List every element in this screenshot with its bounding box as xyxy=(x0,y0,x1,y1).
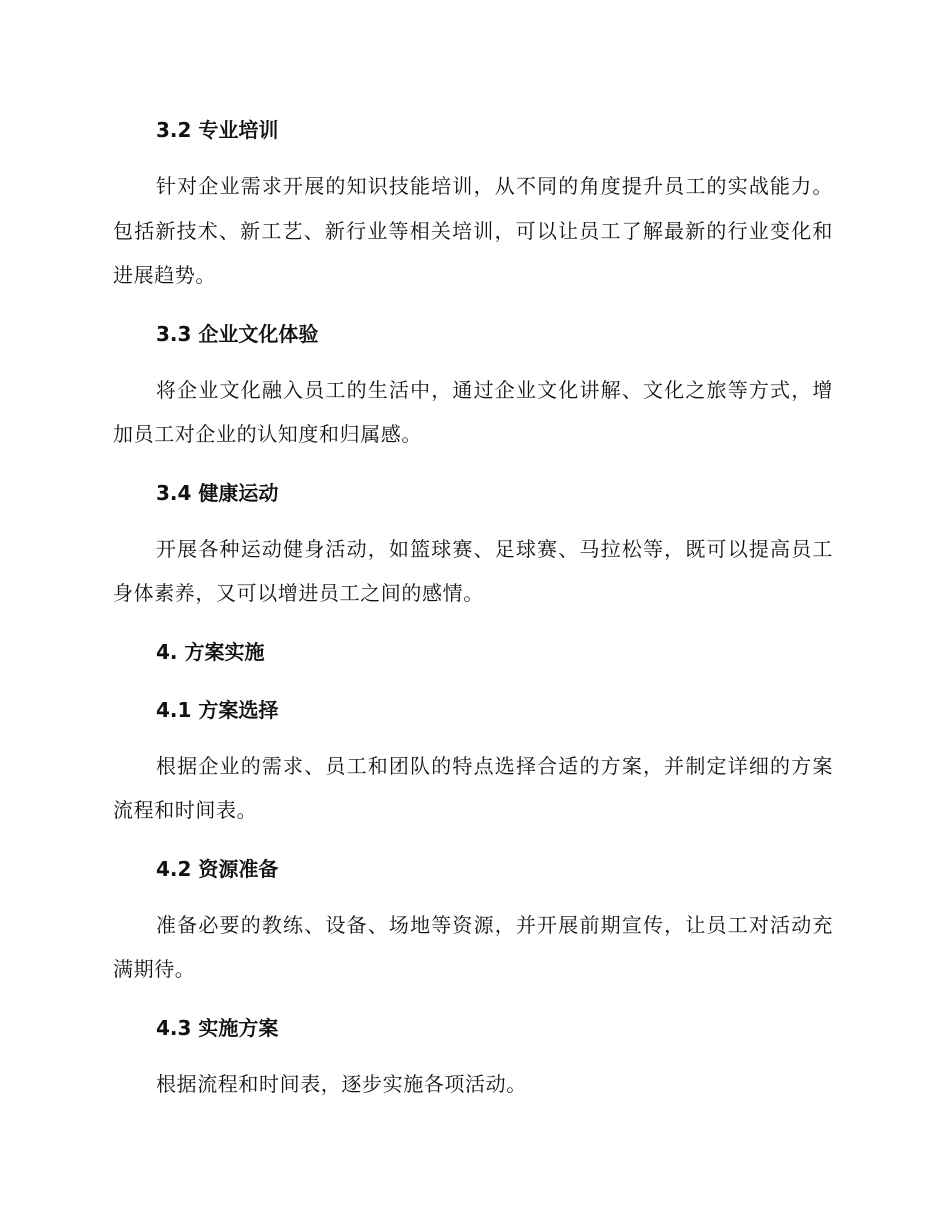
section-heading-4-3: 4.3 实施方案 xyxy=(156,1015,279,1040)
section-paragraph-4-2: 准备必要的教练、设备、场地等资源，并开展前期宣传，让员工对活动充满期待。 xyxy=(113,912,833,981)
section-heading-3-4: 3.4 健康运动 xyxy=(156,480,279,505)
section-heading-4-1: 4.1 方案选择 xyxy=(156,697,279,722)
section-heading-4-2: 4.2 资源准备 xyxy=(156,856,279,881)
section-paragraph-3-4: 开展各种运动健身活动，如篮球赛、足球赛、马拉松等，既可以提高员工身体素养，又可以增进员工之间的感情。 xyxy=(113,536,833,605)
section-paragraph-4-1: 根据企业的需求、员工和团队的特点选择合适的方案，并制定详细的方案流程和时间表。 xyxy=(113,753,833,822)
document-body xyxy=(113,108,833,1106)
section-heading-3-3: 3.3 企业文化体验 xyxy=(156,321,319,346)
section-heading-3-2: 3.2 专业培训 xyxy=(156,118,279,142)
section-heading-4: 4. 方案实施 xyxy=(156,639,265,664)
section-paragraph-4-3: 根据流程和时间表，逐步实施各项活动。 xyxy=(156,1071,527,1096)
section-paragraph-3-2: 针对企业需求开展的知识技能培训，从不同的角度提升员工的实战能力。包括新技术、新工艺、新行业等相关培训，可以让员工了解最新的行业变化和进展趋势。 xyxy=(113,174,833,287)
section-paragraph-3-3: 将企业文化融入员工的生活中，通过企业文化讲解、文化之旅等方式，增加员工对企业的认知度和归属感。 xyxy=(113,377,833,446)
